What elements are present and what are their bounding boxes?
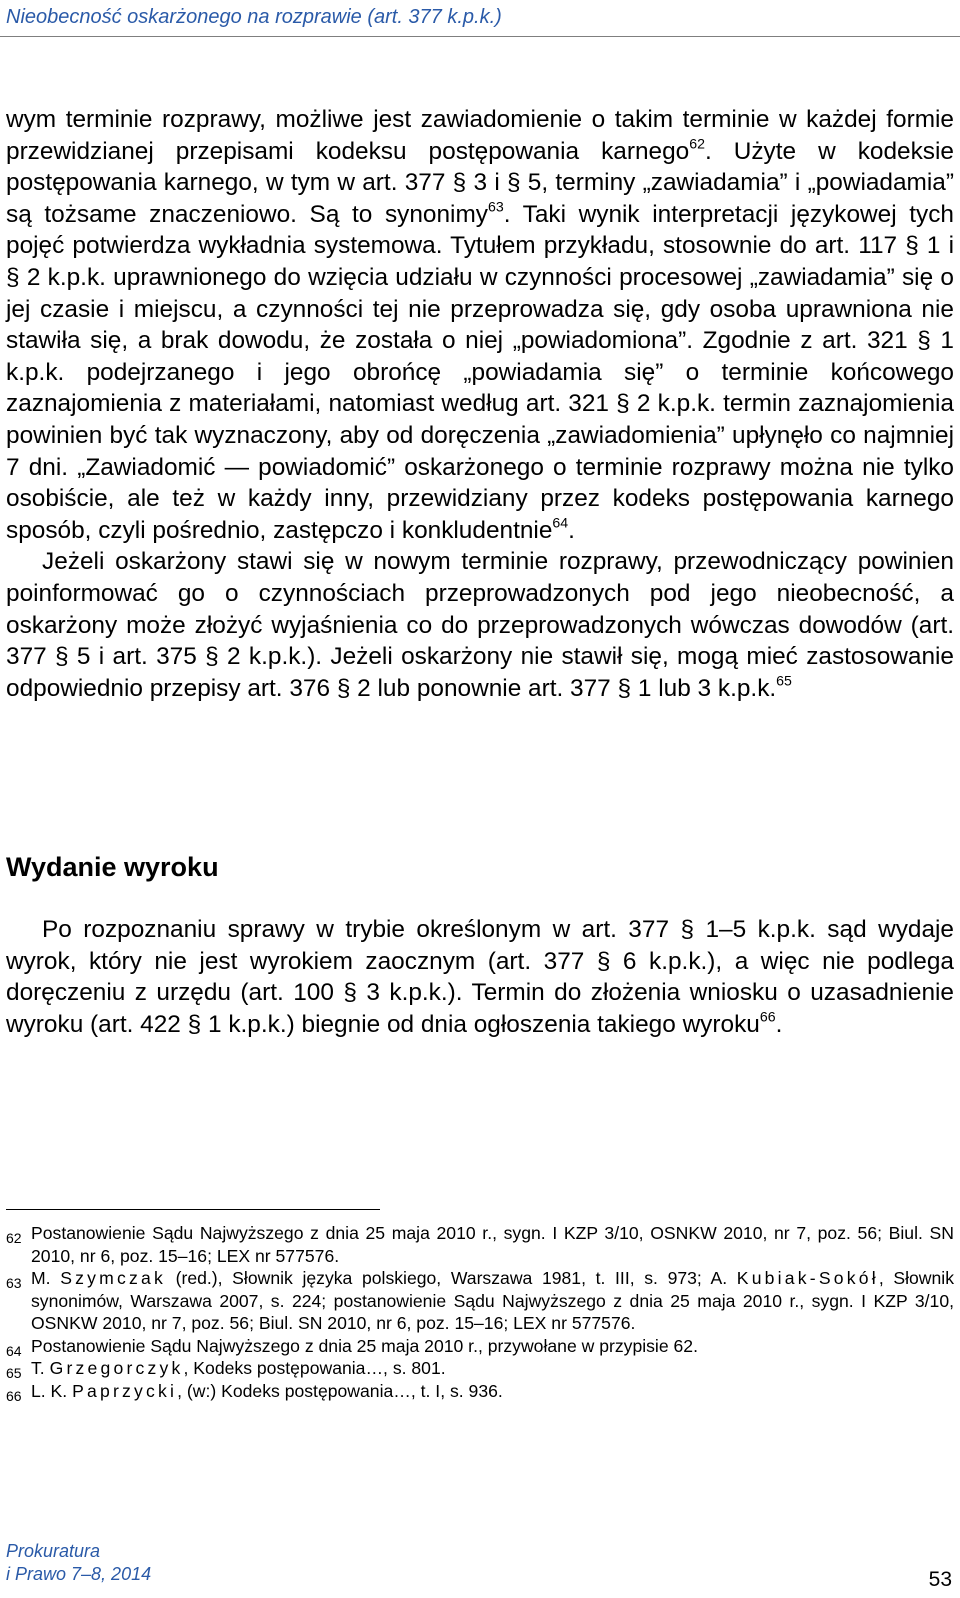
page-number: 53 [928, 1568, 952, 1591]
paragraph: Jeżeli oskarżony stawi się w nowym terminie rozprawy, przewodniczący powinien poinformować go o czynnościach przeprowadzonych pod jego nieobecność, a oskarżony może złożyć wyjaśnienia co do przeprowadzonych wówczas dowodów (art. 377 § 5 i art. 375 § 2 k.p.k.). Jeżeli oskarżony nie stawił się, mogą mieć zastosowanie odpowiednio przepisy art. 376 § 2 lub ponownie art. 377 § 1 lub 3 k.p.k.$^{65}$ [6, 548, 954, 702]
section-body [6, 914, 954, 1040]
author-name: Kubiak-Sokół [736, 1268, 879, 1288]
footnote-ref[interactable]: 64 [552, 514, 569, 531]
body-text [6, 104, 954, 704]
footnote: 64 Postanowienie Sądu Najwyższego z dnia 25 maja 2010 r., przywołane w przypisie 62. [6, 1335, 698, 1359]
footnote-ref[interactable]: 65 [776, 672, 792, 689]
footnote-number: 63 [6, 1275, 22, 1291]
footnote-number: 65 [6, 1365, 22, 1381]
author-name: Paprzycki [72, 1380, 178, 1401]
section-heading: Wydanie wyroku [6, 852, 219, 882]
running-header: Nieobecność oskarżonego na rozprawie (art. 377 k.p.k.) [6, 6, 502, 28]
footnote-number: 64 [6, 1342, 22, 1359]
paragraph: Po rozpoznaniu sprawy w trybie określonym w art. 377 § 1–5 k.p.k. sąd wydaje wyrok, który nie jest wyrokiem zaocznym (art. 377 § 6 k.p.k.), a więc nie podlega doręczeniu z urzędu (art. 100 § 3 k.p.k.). Termin do złożenia wniosku o uzasadnienie wyroku (art. 422 § 1 k.p.k.) biegnie od dnia ogłoszenia takiego wyroku$^{66}$. [6, 916, 954, 1038]
footnote-number: 62 [6, 1230, 22, 1246]
footnote: 65 T. Grzegorczyk, Kodeks postępowania…, s. 801. [6, 1358, 446, 1381]
header-rule [0, 36, 960, 37]
footnote-ref[interactable]: 62 [689, 134, 705, 151]
author-name: Szymczak [60, 1268, 166, 1288]
footnote: 62 Postanowienie Sądu Najwyższego z dnia 25 maja 2010 r., sygn. I KZP 3/10, OSNKW 2010, nr 7, poz. 56; Biul. SN 2010, nr 6, poz. 15–16; LEX nr 577576. [6, 1223, 954, 1266]
journal-title: Prokuratura [6, 1541, 101, 1561]
paragraph: wym terminie rozprawy, możliwe jest zawiadomienie o takim terminie w każdej formie przewidzianej przepisami kodeksu postępowania karnego$^{62}$. Użyte w kodeksie postępowania karnego, w tym w art. 377 § 3 i § 5, terminy „zawiadamia” i „powiadamia” są tożsame znaczeniowo. Są to synonimy$^{63}$. Taki wynik interpretacji językowej tych pojęć potwierdza wykładnia systemowa. Tytułem przykładu, stosownie do art. 117 § 1 i § 2 k.p.k. uprawnionego do wzięcia udziału w czynności procesowej „zawiadamia” się o jej czasie i miejscu, a czynności tej nie przeprowadza się, gdy osoba uprawniona nie stawiła się, a brak dowodu, że została o niej „powiadomiona”. Zgodnie z art. 321 § 1 k.p.k. podejrzanego i jego obrońcę „powiadamia się” o terminie końcowego zaznajomienia z materiałami, natomiast według art. 321 § 2 k.p.k. termin zaznajomienia powinien być tak wyznaczony, aby od doręczenia „zawiadomienia” upłynęło co najmniej 7 dni. „Zawiadomić — powiadomić” oskarżonego o terminie rozprawy można nie tylko osobiście, ale też w każdy inny, przewidziany przez kodeks postępowania karnego sposób, czyli pośrednio, zastępczo i konkludentnie$^{64}$. [6, 106, 954, 544]
footnote-number: 66 [6, 1387, 22, 1404]
footnote-rule [6, 1209, 380, 1210]
footnote-ref[interactable]: 63 [487, 198, 504, 215]
footnote: 66 L. K. Paprzycki, (w:) Kodeks postępowania…, t. I, s. 936. [6, 1380, 503, 1404]
footnote-ref[interactable]: 66 [759, 1008, 776, 1025]
footnote: 63 M. Szymczak (red.), Słownik języka polskiego, Warszawa 1981, t. III, s. 973; A. Kubiak-Sokół, Słownik synonimów, Warszawa 2007, s. 224; postanowienie Sądu Najwyższego z dnia 25 maja 2010 r., sygn. I KZP 3/10, OSNKW 2010, nr 7, poz. 56; Biul. SN 2010, nr 6, poz. 15–16; LEX nr 577576. [6, 1268, 955, 1333]
author-name: Grzegorczyk [49, 1358, 184, 1378]
journal-name [6, 1540, 151, 1586]
journal-issue: i Prawo 7–8, 2014 [6, 1564, 152, 1584]
footnotes [6, 1222, 954, 1402]
